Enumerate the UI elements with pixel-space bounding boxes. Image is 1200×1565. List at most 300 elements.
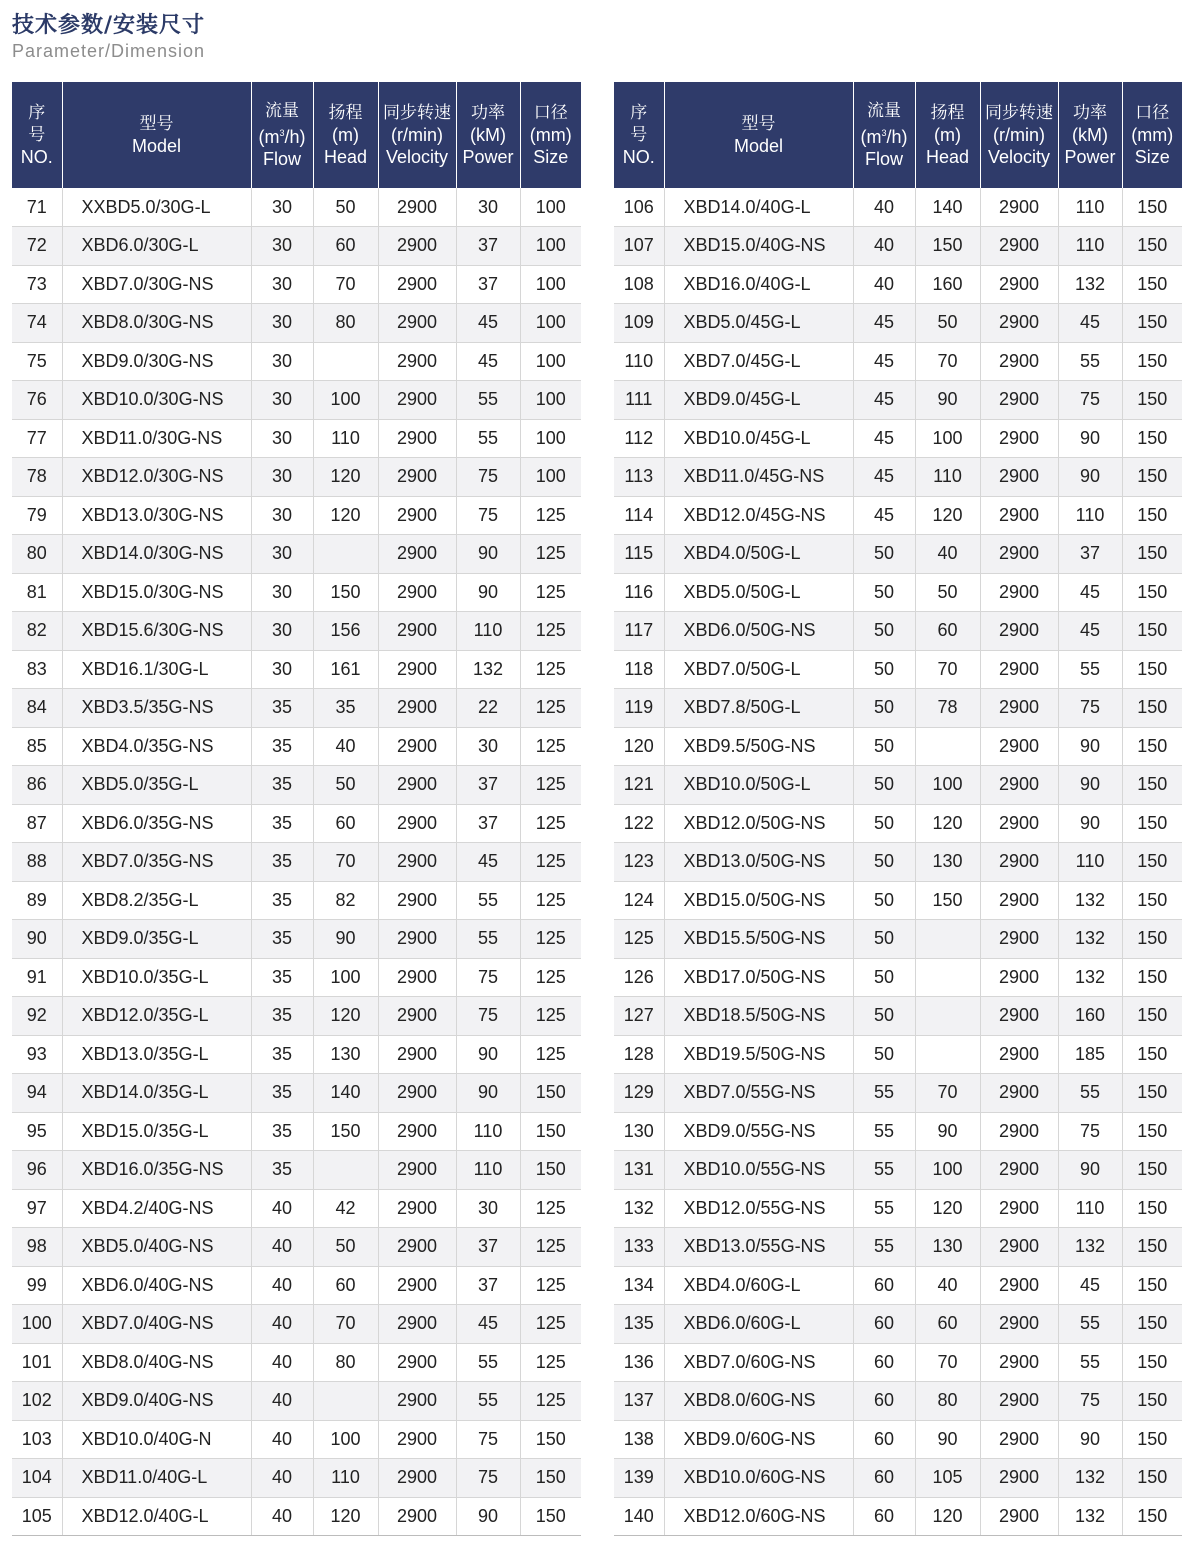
cell-flow: 40 (251, 1266, 313, 1305)
cell-head: 50 (313, 188, 378, 227)
cell-model: XBD10.0/35G-L (62, 958, 251, 997)
cell-model: XBD10.0/55G-NS (664, 1151, 853, 1190)
cell-size: 150 (1122, 573, 1182, 612)
cell-flow: 60 (853, 1382, 915, 1421)
cell-power: 37 (456, 1228, 520, 1267)
cell-head: 40 (915, 535, 980, 574)
cell-head: 42 (313, 1189, 378, 1228)
cell-power: 37 (1058, 535, 1122, 574)
table-row (614, 920, 1182, 959)
cell-head: 60 (915, 1305, 980, 1344)
cell-power: 55 (456, 381, 520, 420)
cell-size: 150 (1122, 997, 1182, 1036)
cell-no: 139 (614, 1459, 664, 1498)
col-header-no: 序 号 NO. (614, 82, 664, 188)
cell-velocity: 2900 (980, 1459, 1058, 1498)
cell-size: 150 (1122, 650, 1182, 689)
cell-size: 150 (520, 1151, 581, 1190)
spec-table-right (614, 82, 1182, 1536)
cell-no: 93 (12, 1035, 62, 1074)
cell-power: 55 (1058, 342, 1122, 381)
cell-head: 80 (313, 1343, 378, 1382)
cell-velocity: 2900 (980, 727, 1058, 766)
cell-power: 90 (1058, 458, 1122, 497)
cell-flow: 40 (853, 188, 915, 227)
table-row (614, 843, 1182, 882)
cell-no: 107 (614, 227, 664, 266)
cell-flow: 40 (853, 227, 915, 266)
cell-power: 55 (456, 920, 520, 959)
cell-head: 60 (313, 1266, 378, 1305)
cell-head (915, 727, 980, 766)
table-row (12, 419, 581, 458)
cell-velocity: 2900 (980, 227, 1058, 266)
cell-power: 55 (1058, 1074, 1122, 1113)
cell-flow: 60 (853, 1343, 915, 1382)
cell-power: 55 (1058, 1305, 1122, 1344)
cell-size: 150 (1122, 381, 1182, 420)
cell-velocity: 2900 (980, 650, 1058, 689)
cell-head: 35 (313, 689, 378, 728)
page-subtitle: Parameter/Dimension (12, 41, 206, 61)
cell-model: XBD16.0/40G-L (664, 265, 853, 304)
cell-size: 125 (520, 843, 581, 882)
cell-head: 156 (313, 612, 378, 651)
table-row (614, 573, 1182, 612)
cell-velocity: 2900 (378, 1074, 456, 1113)
cell-size: 125 (520, 612, 581, 651)
cell-no: 98 (12, 1228, 62, 1267)
cell-flow: 40 (853, 265, 915, 304)
cell-size: 150 (520, 1112, 581, 1151)
table-row (614, 1420, 1182, 1459)
cell-head: 120 (915, 804, 980, 843)
cell-head: 70 (915, 650, 980, 689)
cell-flow: 50 (853, 766, 915, 805)
cell-size: 125 (520, 573, 581, 612)
table-row (614, 1035, 1182, 1074)
cell-head: 90 (915, 1112, 980, 1151)
cell-flow: 35 (251, 920, 313, 959)
cell-head: 140 (313, 1074, 378, 1113)
cell-power: 132 (1058, 1228, 1122, 1267)
col-header-size: 口径 (mm) Size (1122, 82, 1182, 188)
cell-velocity: 2900 (378, 766, 456, 805)
cell-power: 45 (1058, 573, 1122, 612)
cell-no: 96 (12, 1151, 62, 1190)
cell-flow: 40 (251, 1228, 313, 1267)
cell-velocity: 2900 (980, 1074, 1058, 1113)
cell-no: 99 (12, 1266, 62, 1305)
cell-velocity: 2900 (980, 958, 1058, 997)
cell-model: XBD7.0/30G-NS (62, 265, 251, 304)
cell-power: 45 (456, 304, 520, 343)
cell-power: 110 (1058, 496, 1122, 535)
cell-no: 114 (614, 496, 664, 535)
cell-model: XBD5.0/50G-L (664, 573, 853, 612)
cell-power: 90 (1058, 1420, 1122, 1459)
cell-no: 85 (12, 727, 62, 766)
cell-flow: 30 (251, 265, 313, 304)
cell-velocity: 2900 (980, 188, 1058, 227)
cell-no: 78 (12, 458, 62, 497)
cell-flow: 50 (853, 573, 915, 612)
cell-head: 130 (313, 1035, 378, 1074)
cell-velocity: 2900 (378, 958, 456, 997)
cell-head (313, 1151, 378, 1190)
table-row (614, 342, 1182, 381)
cell-size: 150 (1122, 1151, 1182, 1190)
cell-model: XBD12.0/55G-NS (664, 1189, 853, 1228)
table-row (12, 1035, 581, 1074)
cell-power: 45 (1058, 1266, 1122, 1305)
table-row (614, 804, 1182, 843)
table-row (12, 458, 581, 497)
table-row (614, 496, 1182, 535)
cell-no: 124 (614, 881, 664, 920)
cell-model: XBD9.5/50G-NS (664, 727, 853, 766)
cell-no: 81 (12, 573, 62, 612)
cell-model: XBD6.0/30G-L (62, 227, 251, 266)
cell-power: 75 (456, 1459, 520, 1498)
cell-velocity: 2900 (378, 227, 456, 266)
cell-head: 40 (313, 727, 378, 766)
cell-model: XBD19.5/50G-NS (664, 1035, 853, 1074)
cell-power: 75 (1058, 1112, 1122, 1151)
cell-no: 97 (12, 1189, 62, 1228)
cell-size: 150 (1122, 689, 1182, 728)
cell-no: 128 (614, 1035, 664, 1074)
cell-model: XBD11.0/30G-NS (62, 419, 251, 458)
cell-head: 100 (313, 381, 378, 420)
cell-flow: 40 (251, 1305, 313, 1344)
cell-power: 55 (456, 1382, 520, 1421)
cell-flow: 55 (853, 1074, 915, 1113)
table-row (614, 381, 1182, 420)
cell-power: 160 (1058, 997, 1122, 1036)
cell-head: 120 (313, 458, 378, 497)
cell-size: 150 (1122, 1459, 1182, 1498)
cell-size: 150 (1122, 727, 1182, 766)
cell-model: XBD15.0/35G-L (62, 1112, 251, 1151)
table-row (12, 997, 581, 1036)
cell-power: 45 (1058, 304, 1122, 343)
cell-head: 70 (915, 1074, 980, 1113)
cell-size: 125 (520, 881, 581, 920)
cell-head: 130 (915, 843, 980, 882)
cell-velocity: 2900 (980, 689, 1058, 728)
cell-no: 140 (614, 1497, 664, 1536)
cell-flow: 35 (251, 1074, 313, 1113)
cell-size: 125 (520, 1035, 581, 1074)
cell-velocity: 2900 (980, 1035, 1058, 1074)
cell-size: 150 (520, 1420, 581, 1459)
col-header-power: 功率 (kM) Power (1058, 82, 1122, 188)
cell-size: 150 (1122, 1382, 1182, 1421)
cell-head: 50 (313, 766, 378, 805)
cell-no: 106 (614, 188, 664, 227)
cell-power: 45 (456, 342, 520, 381)
cell-size: 150 (1122, 1035, 1182, 1074)
cell-model: XBD12.0/45G-NS (664, 496, 853, 535)
cell-no: 102 (12, 1382, 62, 1421)
cell-model: XBD12.0/30G-NS (62, 458, 251, 497)
cell-velocity: 2900 (378, 689, 456, 728)
table-row (12, 1266, 581, 1305)
cell-no: 115 (614, 535, 664, 574)
col-header-head: 扬程 (m) Head (313, 82, 378, 188)
cell-flow: 45 (853, 496, 915, 535)
cell-head: 80 (915, 1382, 980, 1421)
cell-velocity: 2900 (378, 1497, 456, 1536)
cell-size: 100 (520, 458, 581, 497)
cell-flow: 30 (251, 381, 313, 420)
cell-power: 110 (1058, 843, 1122, 882)
table-row (12, 1305, 581, 1344)
cell-power: 110 (456, 1151, 520, 1190)
cell-velocity: 2900 (378, 496, 456, 535)
cell-no: 125 (614, 920, 664, 959)
cell-power: 37 (456, 265, 520, 304)
cell-model: XBD7.0/45G-L (664, 342, 853, 381)
cell-power: 75 (456, 958, 520, 997)
cell-model: XBD15.5/50G-NS (664, 920, 853, 959)
table-row (614, 1382, 1182, 1421)
table-row (614, 650, 1182, 689)
cell-flow: 30 (251, 573, 313, 612)
cell-velocity: 2900 (378, 1459, 456, 1498)
cell-no: 90 (12, 920, 62, 959)
cell-head (915, 1035, 980, 1074)
cell-head: 120 (313, 997, 378, 1036)
cell-velocity: 2900 (378, 304, 456, 343)
cell-velocity: 2900 (378, 381, 456, 420)
cell-model: XBD5.0/45G-L (664, 304, 853, 343)
cell-head: 160 (915, 265, 980, 304)
cell-velocity: 2900 (980, 1189, 1058, 1228)
cell-velocity: 2900 (378, 997, 456, 1036)
table-row (614, 1189, 1182, 1228)
cell-head: 100 (915, 1151, 980, 1190)
cell-flow: 60 (853, 1305, 915, 1344)
cell-no: 130 (614, 1112, 664, 1151)
cell-velocity: 2900 (980, 1266, 1058, 1305)
cell-power: 37 (456, 804, 520, 843)
cell-size: 150 (1122, 958, 1182, 997)
cell-velocity: 2900 (980, 496, 1058, 535)
cell-no: 88 (12, 843, 62, 882)
cell-velocity: 2900 (980, 1305, 1058, 1344)
cell-size: 100 (520, 227, 581, 266)
cell-model: XBD14.0/30G-NS (62, 535, 251, 574)
cell-size: 150 (1122, 342, 1182, 381)
cell-velocity: 2900 (980, 1228, 1058, 1267)
cell-no: 122 (614, 804, 664, 843)
col-header-velocity: 同步转速 (r/min) Velocity (378, 82, 456, 188)
cell-flow: 35 (251, 843, 313, 882)
cell-size: 125 (520, 1305, 581, 1344)
table-body (12, 188, 581, 1536)
cell-model: XBD16.0/35G-NS (62, 1151, 251, 1190)
cell-velocity: 2900 (980, 1420, 1058, 1459)
cell-size: 150 (520, 1459, 581, 1498)
cell-power: 37 (456, 227, 520, 266)
cell-power: 30 (456, 1189, 520, 1228)
cell-no: 76 (12, 381, 62, 420)
cell-head: 60 (915, 612, 980, 651)
cell-model: XBD7.0/50G-L (664, 650, 853, 689)
table-row (12, 573, 581, 612)
cell-no: 89 (12, 881, 62, 920)
cell-no: 123 (614, 843, 664, 882)
cell-power: 110 (1058, 1189, 1122, 1228)
col-header-no: 序 号 NO. (12, 82, 62, 188)
cell-flow: 35 (251, 727, 313, 766)
cell-flow: 40 (251, 1459, 313, 1498)
cell-model: XXBD5.0/30G-L (62, 188, 251, 227)
table-row (12, 958, 581, 997)
cell-power: 55 (456, 1343, 520, 1382)
cell-model: XBD7.0/40G-NS (62, 1305, 251, 1344)
cell-flow: 45 (853, 458, 915, 497)
table-row (614, 419, 1182, 458)
col-header-flow: 流量 $(m^3/h)$ Flow (853, 82, 915, 188)
cell-model: XBD13.0/50G-NS (664, 843, 853, 882)
cell-model: XBD12.0/60G-NS (664, 1497, 853, 1536)
cell-size: 150 (1122, 1266, 1182, 1305)
cell-velocity: 2900 (378, 1228, 456, 1267)
table-row (614, 727, 1182, 766)
cell-head: 150 (915, 227, 980, 266)
cell-flow: 45 (853, 304, 915, 343)
cell-no: 131 (614, 1151, 664, 1190)
cell-head: 150 (915, 881, 980, 920)
cell-model: XBD5.0/40G-NS (62, 1228, 251, 1267)
cell-velocity: 2900 (980, 342, 1058, 381)
table-row (12, 612, 581, 651)
cell-no: 134 (614, 1266, 664, 1305)
cell-no: 101 (12, 1343, 62, 1382)
cell-no: 84 (12, 689, 62, 728)
cell-model: XBD8.0/60G-NS (664, 1382, 853, 1421)
cell-model: XBD12.0/40G-L (62, 1497, 251, 1536)
cell-flow: 40 (251, 1189, 313, 1228)
cell-no: 136 (614, 1343, 664, 1382)
cell-velocity: 2900 (980, 535, 1058, 574)
table-row (614, 1459, 1182, 1498)
cell-power: 110 (456, 1112, 520, 1151)
table-row (614, 1151, 1182, 1190)
table-row (12, 804, 581, 843)
cell-head: 70 (313, 265, 378, 304)
cell-head: 105 (915, 1459, 980, 1498)
table-row (614, 227, 1182, 266)
cell-model: XBD12.0/35G-L (62, 997, 251, 1036)
cell-model: XBD6.0/60G-L (664, 1305, 853, 1344)
cell-flow: 50 (853, 920, 915, 959)
cell-size: 125 (520, 727, 581, 766)
cell-flow: 50 (853, 727, 915, 766)
cell-head: 82 (313, 881, 378, 920)
cell-model: XBD13.0/55G-NS (664, 1228, 853, 1267)
cell-velocity: 2900 (980, 458, 1058, 497)
cell-velocity: 2900 (378, 573, 456, 612)
cell-head (915, 958, 980, 997)
table-row (614, 958, 1182, 997)
table-row (614, 689, 1182, 728)
cell-head: 110 (313, 1459, 378, 1498)
cell-size: 150 (1122, 496, 1182, 535)
table-row (614, 535, 1182, 574)
cell-size: 150 (1122, 881, 1182, 920)
table-row (12, 342, 581, 381)
cell-no: 127 (614, 997, 664, 1036)
cell-velocity: 2900 (980, 1343, 1058, 1382)
table-row (12, 1112, 581, 1151)
table-row (12, 843, 581, 882)
cell-model: XBD8.0/40G-NS (62, 1343, 251, 1382)
cell-size: 150 (1122, 1305, 1182, 1344)
cell-no: 112 (614, 419, 664, 458)
cell-head: 60 (313, 227, 378, 266)
cell-size: 125 (520, 535, 581, 574)
table-body (614, 188, 1182, 1536)
cell-head (313, 342, 378, 381)
cell-velocity: 2900 (378, 265, 456, 304)
cell-power: 132 (1058, 881, 1122, 920)
cell-power: 132 (1058, 958, 1122, 997)
cell-power: 55 (1058, 1343, 1122, 1382)
cell-no: 119 (614, 689, 664, 728)
cell-no: 103 (12, 1420, 62, 1459)
cell-model: XBD9.0/40G-NS (62, 1382, 251, 1421)
cell-size: 125 (520, 1266, 581, 1305)
cell-no: 117 (614, 612, 664, 651)
cell-power: 90 (456, 535, 520, 574)
cell-head: 70 (313, 1305, 378, 1344)
cell-size: 150 (1122, 1343, 1182, 1382)
cell-velocity: 2900 (980, 1112, 1058, 1151)
cell-no: 113 (614, 458, 664, 497)
cell-velocity: 2900 (980, 265, 1058, 304)
cell-size: 150 (520, 1074, 581, 1113)
cell-flow: 50 (853, 535, 915, 574)
cell-head: 100 (313, 958, 378, 997)
table-row (614, 265, 1182, 304)
cell-size: 150 (1122, 1228, 1182, 1267)
cell-no: 129 (614, 1074, 664, 1113)
cell-model: XBD10.0/30G-NS (62, 381, 251, 420)
cell-power: 90 (1058, 804, 1122, 843)
cell-no: 79 (12, 496, 62, 535)
cell-power: 90 (456, 1074, 520, 1113)
cell-model: XBD9.0/55G-NS (664, 1112, 853, 1151)
cell-flow: 30 (251, 419, 313, 458)
cell-no: 100 (12, 1305, 62, 1344)
cell-model: XBD14.0/40G-L (664, 188, 853, 227)
cell-model: XBD4.0/50G-L (664, 535, 853, 574)
spec-table-left (12, 82, 581, 1536)
cell-model: XBD10.0/45G-L (664, 419, 853, 458)
cell-size: 150 (1122, 304, 1182, 343)
cell-flow: 50 (853, 612, 915, 651)
cell-size: 150 (1122, 1189, 1182, 1228)
cell-no: 91 (12, 958, 62, 997)
table-row (12, 1382, 581, 1421)
cell-power: 90 (456, 573, 520, 612)
cell-size: 125 (520, 650, 581, 689)
cell-head: 50 (915, 304, 980, 343)
